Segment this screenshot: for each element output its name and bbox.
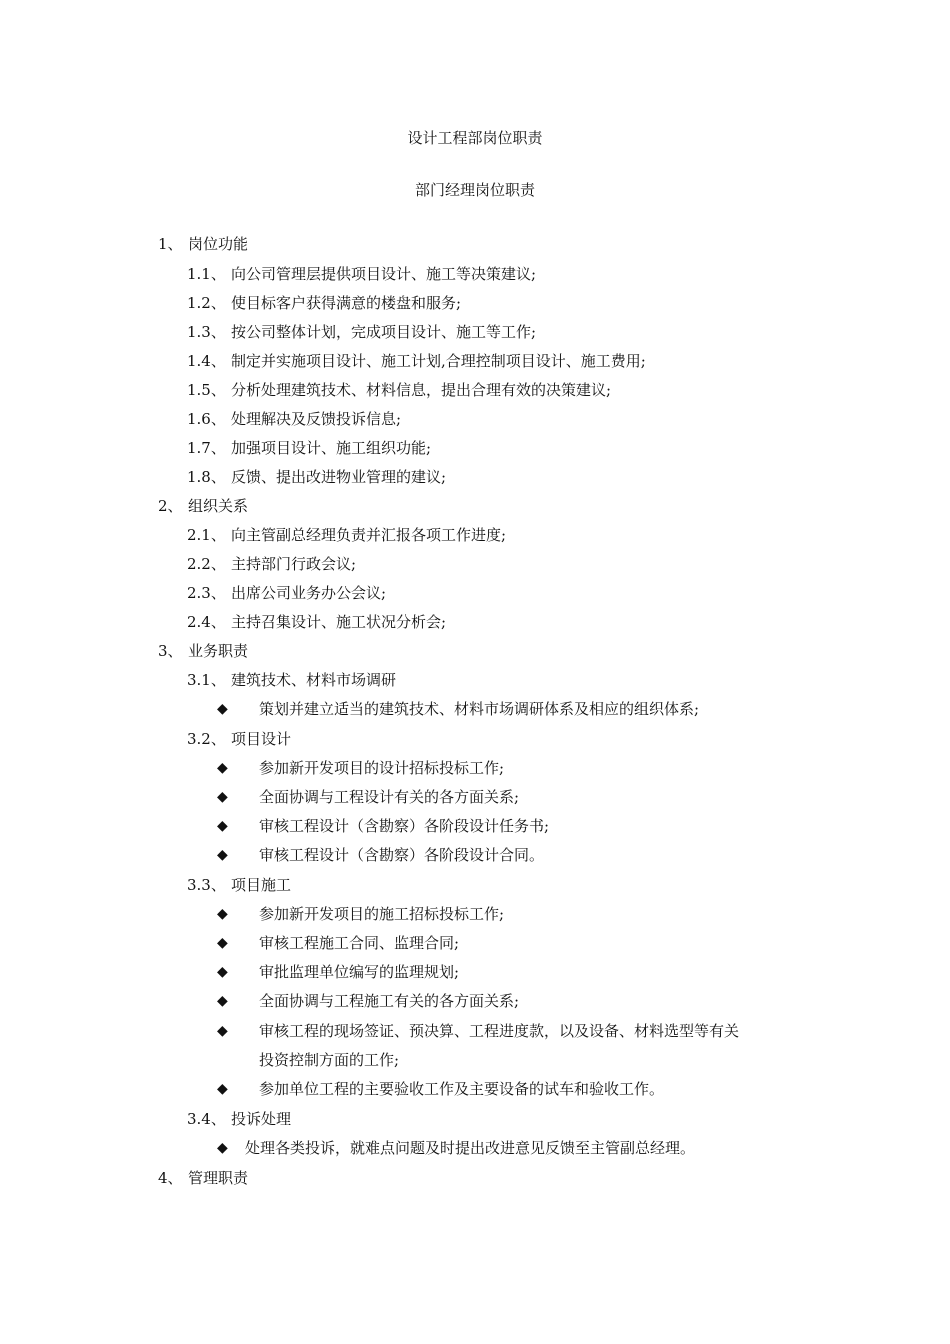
section-title: 组织关系 [188, 497, 249, 515]
section-number: 4、 [158, 1169, 183, 1187]
list-item [187, 583, 386, 603]
item-number: 2.4、 [187, 613, 226, 631]
section-title: 岗位功能 [188, 235, 249, 253]
diamond-bullet-icon: ◆ [217, 1081, 228, 1097]
bullet-text: 参加新开发项目的施工招标投标工作; [259, 905, 505, 923]
item-text: 向主管副总经理负责并汇报各项工作进度; [231, 526, 507, 544]
item-text: 主持部门行政会议; [231, 555, 357, 573]
subsection-title: 项目设计 [231, 730, 292, 748]
bullet-text: 审核工程的现场签证、预决算、工程进度款，以及设备、材料选型等有关 [259, 1022, 740, 1040]
item-number: 1.2、 [187, 294, 226, 312]
list-item [187, 612, 446, 632]
list-item [187, 351, 646, 371]
bullet-text: 审批监理单位编写的监理规划; [259, 963, 460, 981]
section-number: 3、 [158, 642, 183, 660]
list-item [187, 264, 536, 284]
subsection-title: 投诉处理 [231, 1110, 292, 1128]
bullet-text: 审核工程设计（含勘察）各阶段设计任务书; [259, 817, 550, 835]
diamond-bullet-icon: ◆ [217, 701, 228, 717]
section-1-heading [158, 234, 248, 254]
list-item [187, 525, 506, 545]
item-number: 2.2、 [187, 555, 226, 573]
bullet-text: 策划并建立适当的建筑技术、材料市场调研体系及相应的组织体系; [259, 700, 700, 718]
item-text: 加强项目设计、施工组织功能; [231, 439, 432, 457]
bullet-text: 审核工程施工合同、监理合同; [259, 934, 460, 952]
list-item [187, 554, 356, 574]
list-item [187, 467, 446, 487]
item-text: 使目标客户获得满意的楼盘和服务; [231, 294, 462, 312]
subsection-heading [187, 875, 291, 895]
bullet-text: 全面协调与工程设计有关的各方面关系; [259, 788, 520, 806]
subsection-heading [187, 729, 291, 749]
diamond-bullet-icon: ◆ [217, 847, 228, 863]
document-subtitle: 部门经理岗位职责 [414, 181, 535, 199]
section-title: 管理职责 [188, 1169, 249, 1187]
item-number: 1.4、 [187, 352, 226, 370]
diamond-bullet-icon: ◆ [217, 789, 228, 805]
list-item [187, 409, 401, 429]
item-number: 3.3、 [187, 876, 226, 894]
section-number: 2、 [158, 497, 183, 515]
section-number: 1、 [158, 235, 183, 253]
item-number: 1.7、 [187, 439, 226, 457]
diamond-bullet-icon: ◆ [217, 935, 228, 951]
bullet-text: 全面协调与工程施工有关的各方面关系; [259, 992, 520, 1010]
section-title: 业务职责 [188, 642, 249, 660]
diamond-bullet-icon: ◆ [217, 1023, 228, 1039]
subsection-title: 项目施工 [231, 876, 292, 894]
item-number: 1.6、 [187, 410, 226, 428]
item-number: 2.3、 [187, 584, 226, 602]
item-text: 主持召集设计、施工状况分析会; [231, 613, 447, 631]
item-text: 按公司整体计划，完成项目设计、施工等工作; [231, 323, 537, 341]
bullet-text: 处理各类投诉，就难点问题及时提出改进意见反馈至主管副总经理。 [245, 1139, 696, 1157]
section-3-heading [158, 641, 248, 661]
subsection-heading [187, 1109, 291, 1129]
item-number: 1.1、 [187, 265, 226, 283]
item-number: 3.2、 [187, 730, 226, 748]
item-text: 制定并实施项目设计、施工计划,合理控制项目设计、施工费用; [231, 352, 646, 370]
item-number: 1.3、 [187, 323, 226, 341]
document-title: 设计工程部岗位职责 [407, 129, 543, 147]
bullet-text: 参加单位工程的主要验收工作及主要设备的试车和验收工作。 [259, 1080, 665, 1098]
diamond-bullet-icon: ◆ [217, 993, 228, 1009]
subsection-title: 建筑技术、材料市场调研 [231, 671, 397, 689]
item-text: 分析处理建筑技术、材料信息，提出合理有效的决策建议; [231, 381, 612, 399]
list-item [187, 380, 611, 400]
list-item [187, 293, 461, 313]
subsection-heading [187, 670, 396, 690]
item-text: 向公司管理层提供项目设计、施工等决策建议; [231, 265, 537, 283]
item-number: 1.5、 [187, 381, 226, 399]
item-text: 处理解决及反馈投诉信息; [231, 410, 402, 428]
item-text: 反馈、提出改进物业管理的建议; [231, 468, 447, 486]
diamond-bullet-icon: ◆ [217, 760, 228, 776]
item-number: 2.1、 [187, 526, 226, 544]
bullet-text: 审核工程设计（含勘察）各阶段设计合同。 [259, 846, 545, 864]
diamond-bullet-icon: ◆ [217, 964, 228, 980]
diamond-bullet-icon: ◆ [217, 1140, 228, 1156]
diamond-bullet-icon: ◆ [217, 906, 228, 922]
item-number: 3.1、 [187, 671, 226, 689]
bullet-continuation-text: 投资控制方面的工作; [259, 1051, 400, 1069]
list-item [187, 438, 431, 458]
bullet-text: 参加新开发项目的设计招标投标工作; [259, 759, 505, 777]
item-number: 3.4、 [187, 1110, 226, 1128]
item-text: 出席公司业务办公会议; [231, 584, 387, 602]
section-2-heading [158, 496, 248, 516]
section-4-heading [158, 1168, 248, 1188]
diamond-bullet-icon: ◆ [217, 818, 228, 834]
list-item [187, 322, 536, 342]
item-number: 1.8、 [187, 468, 226, 486]
